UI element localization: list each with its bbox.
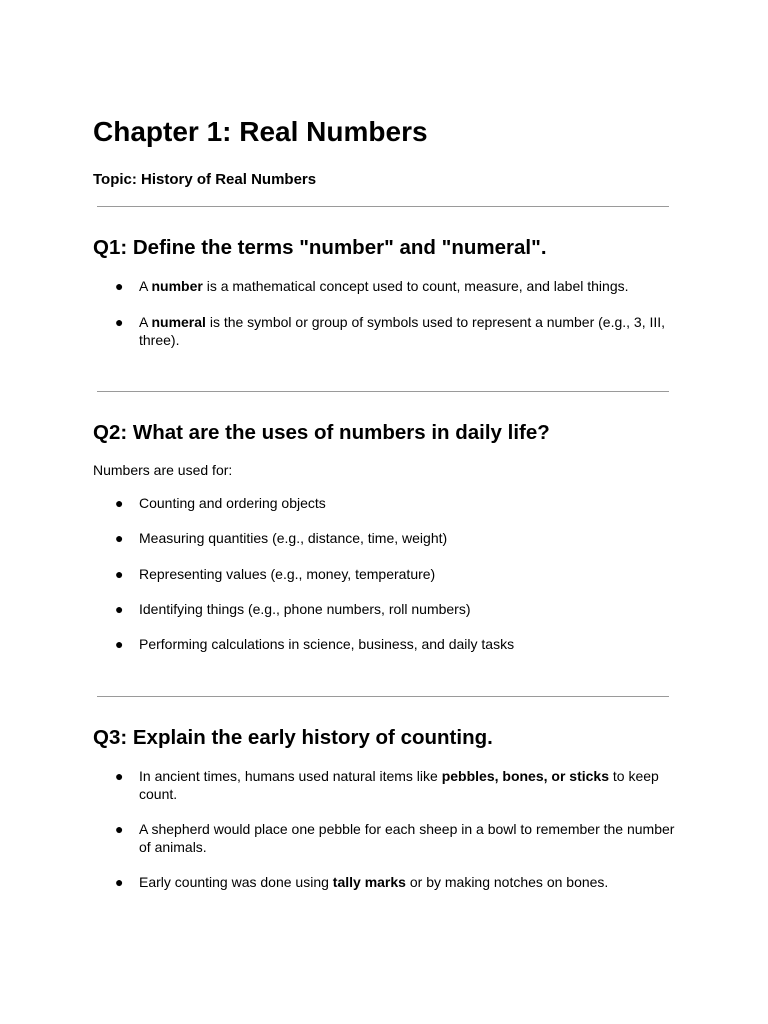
q2-item-5-text: Performing calculations in science, business, and daily tasks bbox=[139, 636, 515, 652]
q3-heading: Q3: Explain the early history of counting. bbox=[93, 726, 493, 749]
bullet-icon: ● bbox=[115, 821, 124, 837]
bullet-icon: ● bbox=[115, 495, 124, 511]
q3-item-1-prefix: In ancient times, humans used natural items like bbox=[139, 768, 442, 784]
q2-item-4-text: Identifying things (e.g., phone numbers, roll numbers) bbox=[139, 601, 471, 617]
q1-item-1-rest: is a mathematical concept used to count, measure, and label things. bbox=[202, 278, 629, 294]
bullet-icon: ● bbox=[115, 314, 124, 330]
q2-item-2-text: Measuring quantities (e.g., distance, time, weight) bbox=[139, 530, 448, 546]
q3-item-1-term: pebbles, bones, or sticks bbox=[441, 768, 609, 784]
divider-3 bbox=[97, 696, 669, 697]
topic-line: Topic: History of Real Numbers bbox=[93, 171, 317, 188]
q2-heading: Q2: What are the uses of numbers in daily life? bbox=[93, 421, 550, 444]
q1-item-2-prefix: A bbox=[139, 314, 152, 330]
bullet-icon: ● bbox=[115, 768, 124, 784]
q1-item-2-rest: is the symbol or group of symbols used to represent a number (e.g., 3, III, three). bbox=[139, 314, 666, 348]
q3-item-3-rest: or by making notches on bones. bbox=[405, 874, 609, 890]
bullet-icon: ● bbox=[115, 566, 124, 582]
bullet-icon: ● bbox=[115, 278, 124, 294]
bullet-icon: ● bbox=[115, 601, 124, 617]
divider-2 bbox=[97, 391, 669, 392]
q2-item-1-text: Counting and ordering objects bbox=[139, 495, 326, 511]
q3-item-1-rest: to keep count. bbox=[139, 768, 659, 802]
q1-item-1-prefix: A bbox=[139, 278, 152, 294]
q1-item-2-term: numeral bbox=[151, 314, 206, 330]
divider-1 bbox=[97, 206, 669, 207]
bullet-icon: ● bbox=[115, 874, 124, 890]
chapter-title: Chapter 1: Real Numbers bbox=[93, 116, 428, 147]
q1-item-1-term: number bbox=[151, 278, 203, 294]
q2-item-3-text: Representing values (e.g., money, temperature) bbox=[139, 566, 436, 582]
bullet-icon: ● bbox=[115, 636, 124, 652]
bullet-icon: ● bbox=[115, 530, 124, 546]
q2-intro: Numbers are used for: bbox=[93, 462, 233, 478]
q3-item-2-text: A shepherd would place one pebble for each sheep in a bowl to remember the number of animals. bbox=[139, 821, 675, 855]
q3-item-3-prefix: Early counting was done using bbox=[139, 874, 333, 890]
q1-heading: Q1: Define the terms "number" and "numeral". bbox=[93, 236, 547, 259]
q3-item-3-term: tally marks bbox=[332, 874, 406, 890]
